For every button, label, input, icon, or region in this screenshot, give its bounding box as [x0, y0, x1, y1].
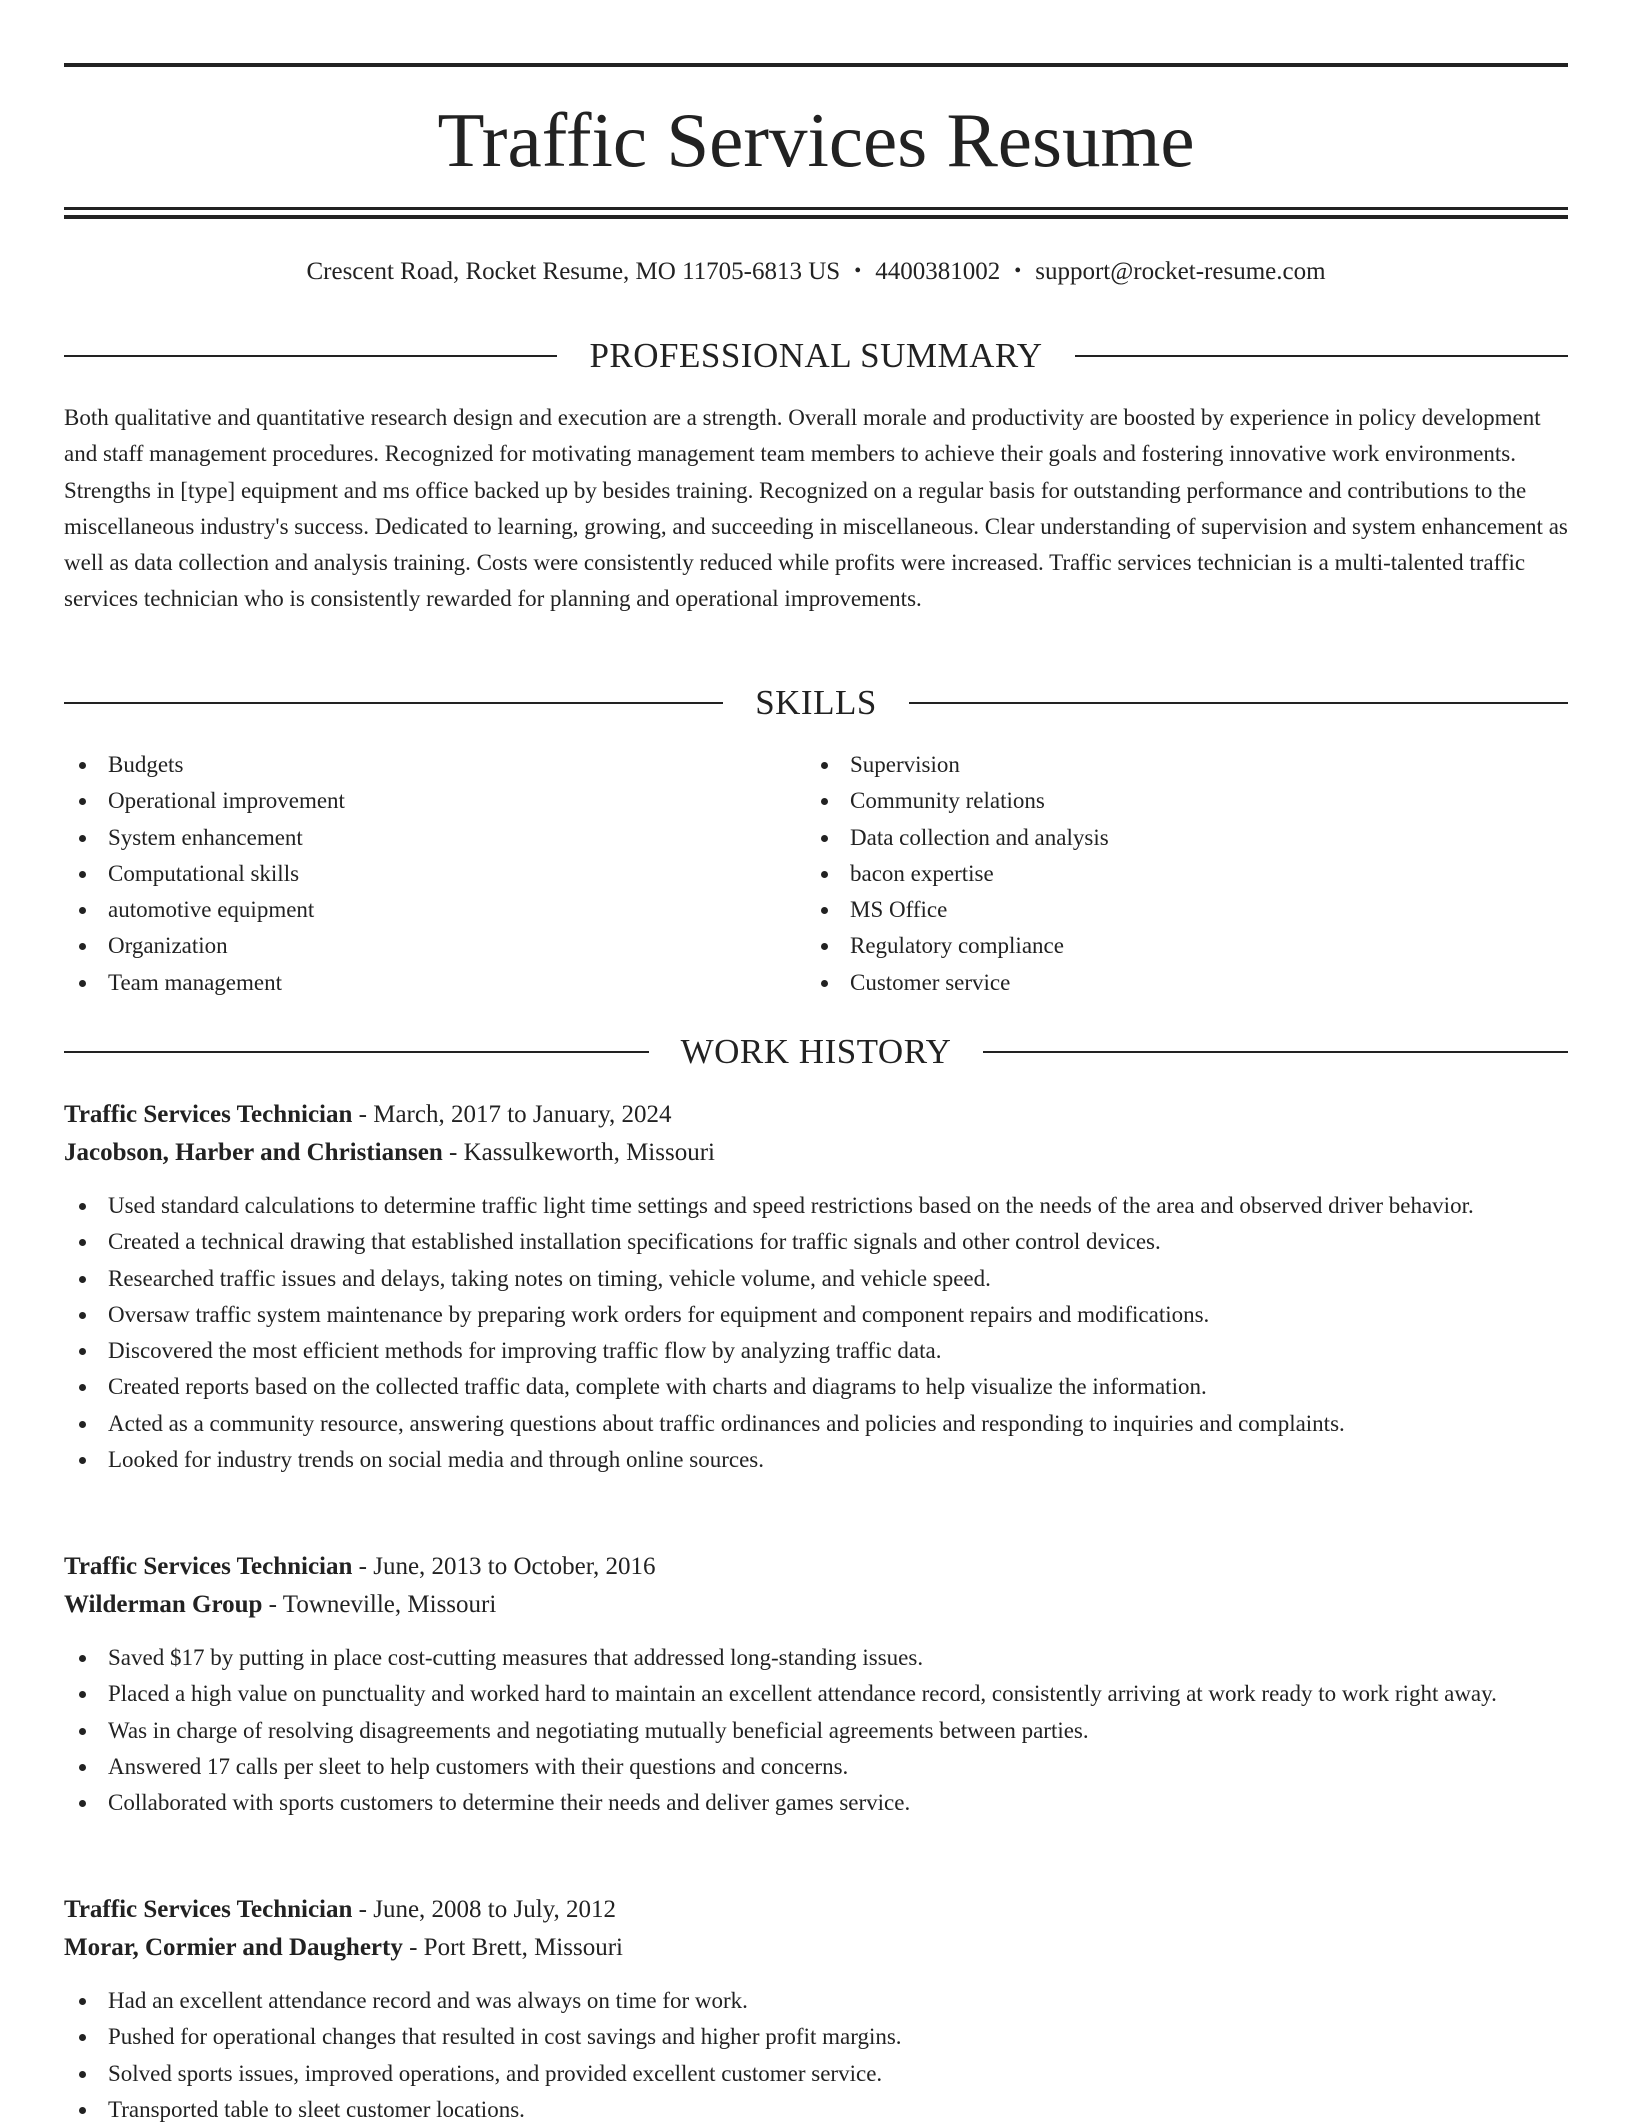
work-heading: [64, 1030, 1568, 1074]
summary-heading: [64, 334, 1568, 378]
skills-column-right: [806, 747, 1548, 1001]
job-duties: [64, 1983, 1568, 2128]
summary-heading-label: PROFESSIONAL SUMMARY: [589, 336, 1043, 375]
contact-email: support@rocket-resume.com: [1035, 258, 1326, 285]
title-rule-lower: [64, 215, 1568, 219]
duty-item: Researched traffic issues and delays, taking notes on timing, vehicle volume, and vehicle speed.: [108, 1261, 1568, 1297]
heading-rule-right: [983, 1051, 1568, 1053]
duty-item: Had an excellent attendance record and was always on time for work.: [108, 1983, 1568, 2019]
job-duties: [64, 1188, 1568, 1478]
contact-address: Crescent Road, Rocket Resume, MO 11705-6813 US: [306, 258, 841, 285]
job-title: Traffic Services Technician: [64, 1553, 353, 1580]
heading-rule-left: [64, 1051, 649, 1053]
skill-item: Customer service: [850, 965, 1548, 1001]
job-company: Wilderman Group: [64, 1591, 263, 1618]
summary-text: Both qualitative and quantitative research design and execution are a strength. Overall morale and productivity are boosted by experience in policy development and staff management procedures. Recognized for motivating management team members to achieve their goals and fostering innovative work environments. Strengths in [type] equipment and ms office backed up by besides training. Recognized on a regular basis for outstanding performance and contributions to the miscellaneous industry's success. Dedicated to learning, growing, and succeeding in miscellaneous. Clear understanding of supervision and system enhancement as well as data collection and analysis training. Costs were consistently reduced while profits were increased. Traffic services technician is a multi-talented traffic services technician who is consistently rewarded for planning and operational improvements.: [64, 405, 1568, 612]
job-title: Traffic Services Technician: [64, 1896, 353, 1923]
resume-title: Traffic Services Resume: [437, 97, 1195, 183]
skill-item: Budgets: [108, 747, 806, 783]
duty-item: Pushed for operational changes that resulted in cost savings and higher profit margins.: [108, 2019, 1568, 2055]
job-company: Morar, Cormier and Daugherty: [64, 1934, 403, 1961]
skill-item: Community relations: [850, 783, 1548, 819]
job-title-line: [64, 1891, 1568, 1929]
job-location: - Towneville, Missouri: [262, 1591, 497, 1618]
skill-item: MS Office: [850, 892, 1548, 928]
skills-heading-label: SKILLS: [755, 683, 877, 722]
skills-heading: [64, 681, 1568, 725]
job-dates: - June, 2008 to July, 2012: [352, 1896, 617, 1923]
title-rule-upper: [64, 207, 1568, 210]
skill-item: Operational improvement: [108, 783, 806, 819]
skill-item: automotive equipment: [108, 892, 806, 928]
duty-item: Was in charge of resolving disagreements and negotiating mutually beneficial agreements between parties.: [108, 1713, 1568, 1749]
job-dates: - June, 2013 to October, 2016: [352, 1553, 656, 1580]
job-company: Jacobson, Harber and Christiansen: [64, 1139, 443, 1166]
skill-item: Regulatory compliance: [850, 928, 1548, 964]
top-rule: [64, 63, 1568, 67]
contact-separator: •: [1014, 260, 1022, 282]
job-location: - Kassulkeworth, Missouri: [442, 1139, 715, 1166]
heading-rule-left: [64, 702, 723, 704]
job-title-line: [64, 1096, 1568, 1134]
job-duties: [64, 1640, 1568, 1821]
skill-item: Computational skills: [108, 856, 806, 892]
job-location: - Port Brett, Missouri: [402, 1934, 623, 1961]
skill-item: Supervision: [850, 747, 1548, 783]
contact-separator: •: [854, 260, 862, 282]
job-entry: [64, 1891, 1568, 2128]
job-entry: [64, 1096, 1568, 1478]
contact-phone: 4400381002: [875, 258, 1001, 285]
duty-item: Collaborated with sports customers to determine their needs and deliver games service.: [108, 1785, 1568, 1821]
heading-rule-left: [64, 355, 557, 357]
work-heading-label: WORK HISTORY: [680, 1032, 952, 1071]
job-title: Traffic Services Technician: [64, 1101, 353, 1128]
duty-item: Discovered the most efficient methods for improving traffic flow by analyzing traffic data.: [108, 1333, 1568, 1369]
contact-line: [64, 254, 1568, 289]
duty-item: Transported table to sleet customer locations.: [108, 2092, 1568, 2128]
duty-item: Acted as a community resource, answering questions about traffic ordinances and policies and responding to inquiries and complaints.: [108, 1406, 1568, 1442]
duty-item: Looked for industry trends on social media and through online sources.: [108, 1442, 1568, 1478]
job-company-line: [64, 1929, 1568, 1967]
skill-item: Organization: [108, 928, 806, 964]
skill-item: System enhancement: [108, 820, 806, 856]
skill-item: bacon expertise: [850, 856, 1548, 892]
job-title-line: [64, 1548, 1568, 1586]
duty-item: Oversaw traffic system maintenance by preparing work orders for equipment and component repairs and modifications.: [108, 1297, 1568, 1333]
job-entry: [64, 1548, 1568, 1821]
duty-item: Created reports based on the collected traffic data, complete with charts and diagrams to help visualize the information.: [108, 1369, 1568, 1405]
duty-item: Saved $17 by putting in place cost-cutting measures that addressed long-standing issues.: [108, 1640, 1568, 1676]
job-dates: - March, 2017 to January, 2024: [352, 1101, 672, 1128]
duty-item: Solved sports issues, improved operations, and provided excellent customer service.: [108, 2056, 1568, 2092]
skill-item: Data collection and analysis: [850, 820, 1548, 856]
duty-item: Answered 17 calls per sleet to help customers with their questions and concerns.: [108, 1749, 1568, 1785]
job-company-line: [64, 1134, 1568, 1172]
job-company-line: [64, 1586, 1568, 1624]
duty-item: Used standard calculations to determine traffic light time settings and speed restrictions based on the needs of the area and observed driver behavior.: [108, 1188, 1568, 1224]
skills-column-left: [64, 747, 806, 1001]
skills-list: [64, 747, 1568, 1001]
heading-rule-right: [909, 702, 1568, 704]
skill-item: Team management: [108, 965, 806, 1001]
duty-item: Created a technical drawing that established installation specifications for traffic signals and other control devices.: [108, 1224, 1568, 1260]
heading-rule-right: [1075, 355, 1568, 357]
duty-item: Placed a high value on punctuality and worked hard to maintain an excellent attendance record, consistently arriving at work ready to work right away.: [108, 1676, 1568, 1712]
